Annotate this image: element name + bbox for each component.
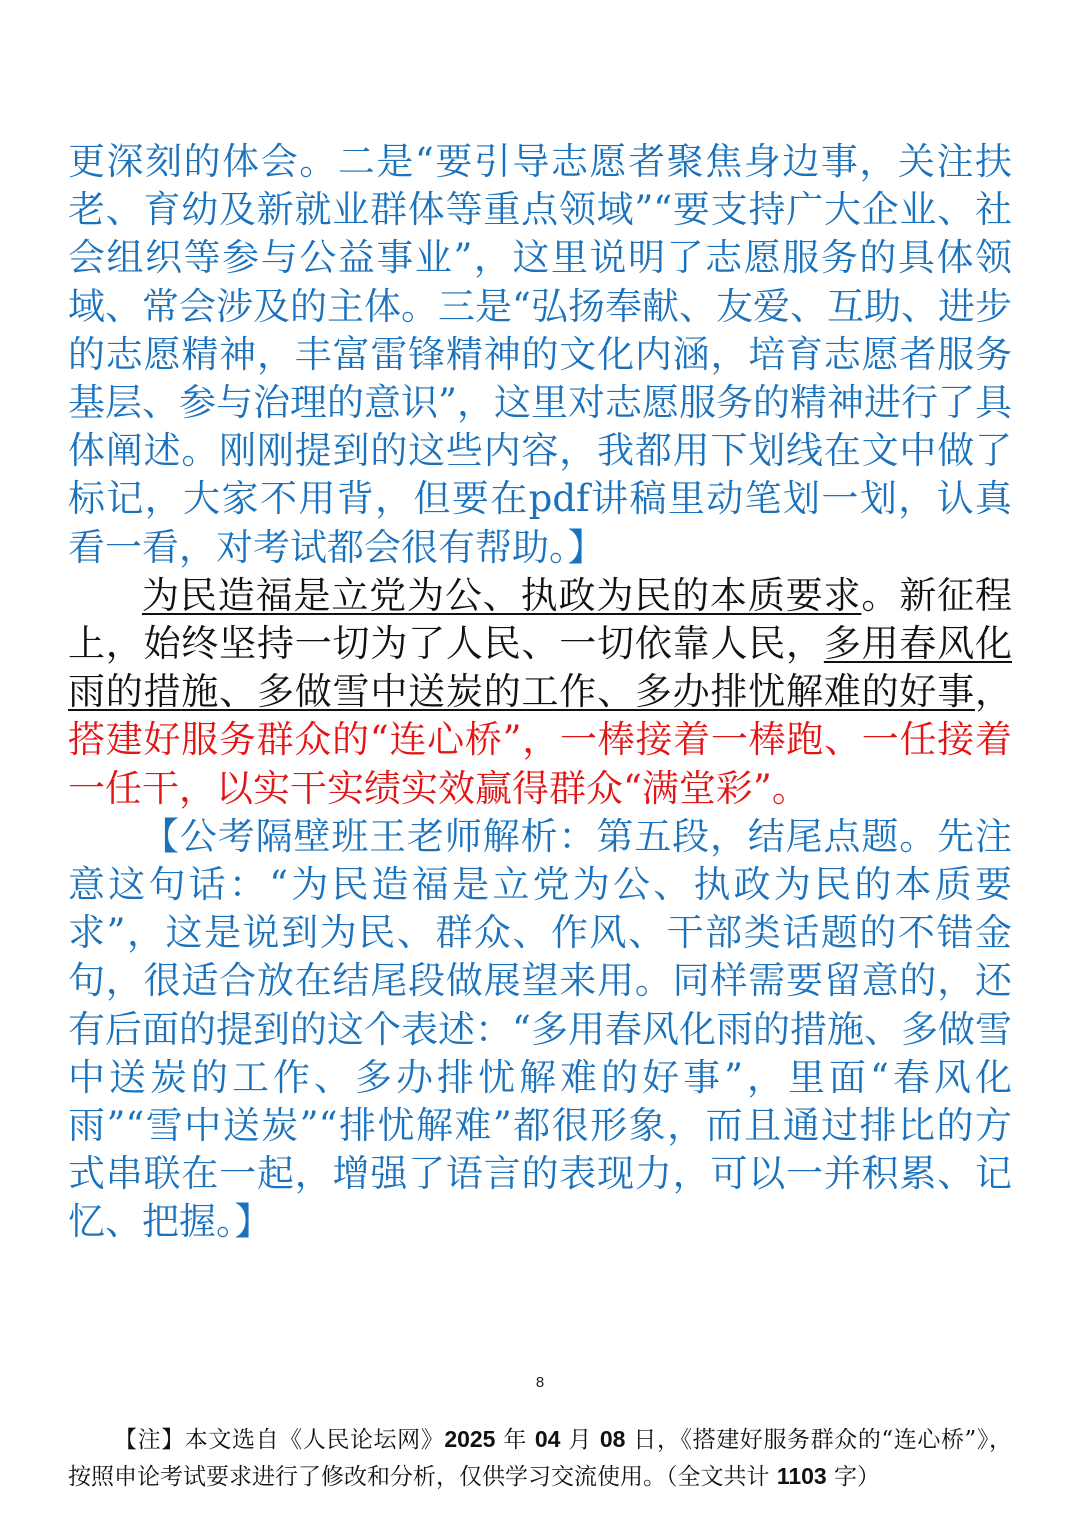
footer-note-description: 日，《搭建好服务群众的“连心桥”》，按照申论考试要求进行了修改和分析，仅供学习交流使用。（全文共计 xyxy=(68,1427,1012,1490)
underlined-sentence-2: 多用春风化雨的措施、多做雪中送炭的工作、多办排忧解难的好事 xyxy=(68,622,1013,714)
footer-note-count-unit: 字） xyxy=(826,1464,881,1490)
footer-note xyxy=(68,1421,1012,1495)
footer-note-source: 【注】本文选自《人民论坛网》 xyxy=(114,1427,445,1453)
footer-note-year: 2025 xyxy=(444,1426,496,1452)
plain-sentence-2: ， xyxy=(975,670,1012,714)
footer-note-count: 1103 xyxy=(776,1463,827,1489)
main-paragraph xyxy=(68,572,1012,813)
highlighted-sentence: 搭建好服务群众的“连心桥”，一棒接着一棒跑、一任接着一任干，以实干实绩实效赢得群众“满堂彩”。 xyxy=(68,718,1012,810)
analysis-paragraph-continued xyxy=(68,138,1012,572)
footer-note-month: 04 xyxy=(534,1426,561,1452)
analysis-five-text: 【公考隔壁班王老师解析：第五段，结尾点题。先注意这句话：“为民造福是立党为公、执政为民的本质要求”，这是说到为民、群众、作风、干部类话题的不错金句，很适合放在结尾段做展望来用。同样需要留意的，还有后面的提到的这个表述：“多用春风化雨的措施、多做雪中送炭的工作、多办排忧解难的好事”，里面“春风化雨”“雪中送炭”“排忧解难”都很形象，而且通过排比的方式串联在一起，增强了语言的表现力，可以一并积累、记忆、把握。】 xyxy=(68,814,1012,1244)
analysis-paragraph-five xyxy=(68,813,1012,1247)
document-page xyxy=(68,138,1012,1247)
plain-sentence-1: 。新征程上，始终坚持一切为了人民、一切依靠人民， xyxy=(68,573,1013,666)
page-number: 8 xyxy=(535,1374,545,1391)
analysis-continued-text: 更深刻的体会。二是“要引导志愿者聚焦身边事，关注扶老、育幼及新就业群体等重点领域”“要支持广大企业、社会组织等参与公益事业”，这里说明了志愿服务的具体领域、常会涉及的主体。三是“弘扬奉献、友爱、互助、进步的志愿精神，丰富雷锋精神的文化内涵，培育志愿者服务基层、参与治理的意识”，这里对志愿服务的精神进行了具体阐述。刚刚提到的这些内容，我都用下划线在文中做了标记，大家不用背，但要在pdf讲稿里动笔划一划，认真看一看，对考试都会很有帮助。】 xyxy=(68,140,1012,569)
footer-note-month-unit: 月 xyxy=(560,1427,600,1453)
underlined-sentence-1: 为民造福是立党为公、执政为民的本质要求 xyxy=(142,573,862,617)
footer-note-year-unit: 年 xyxy=(495,1427,535,1453)
footer-note-day: 08 xyxy=(599,1426,626,1452)
